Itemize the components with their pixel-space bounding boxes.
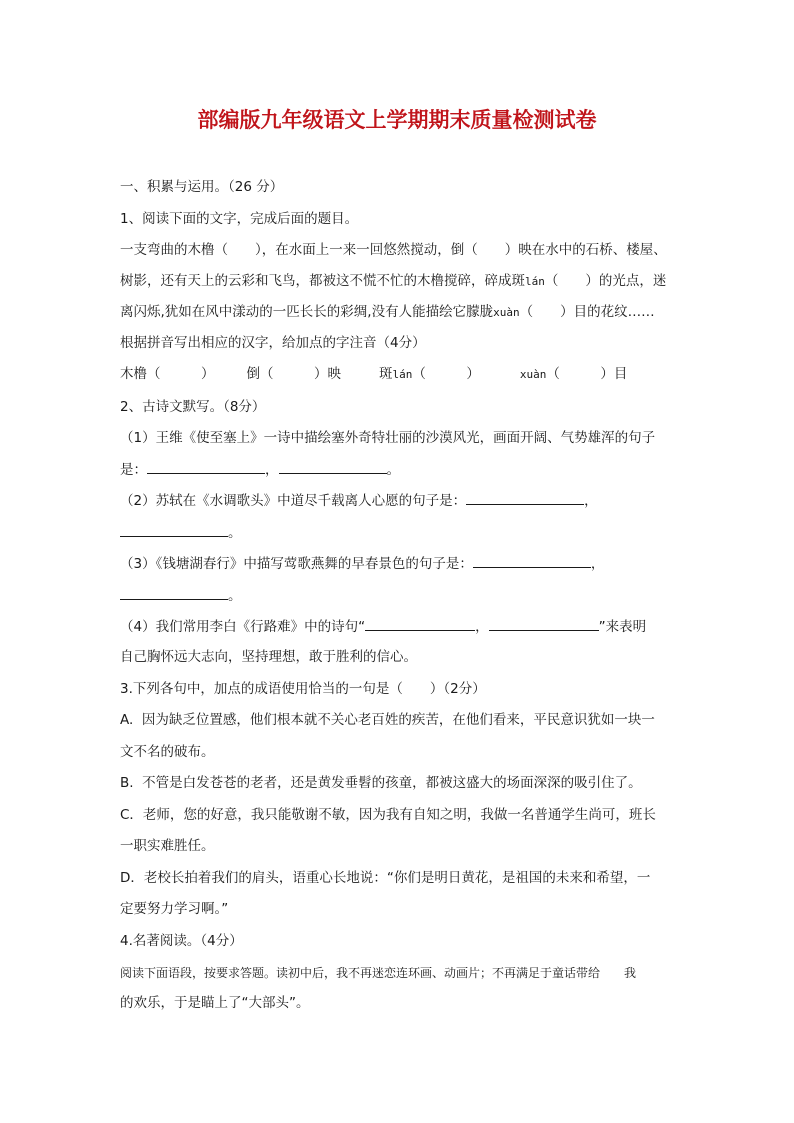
- punctuation: 。: [228, 588, 242, 604]
- option-a-continued: 文不名的破布。: [120, 744, 215, 760]
- question-2-item-3-line-2: [120, 586, 242, 605]
- question-2-item-4-line-2: 自己胸怀远大志向，坚持理想，敢于胜利的信心。: [120, 649, 417, 665]
- item-text: （3）《钱塘湖春行》中描写莺歌燕舞的早春景色的句子是：: [120, 556, 473, 572]
- question-2-item-2: [120, 491, 598, 510]
- punctuation: 。: [386, 462, 400, 478]
- answer-item-d[interactable]: （ ）目: [546, 366, 628, 382]
- pinyin: xuàn: [519, 368, 547, 381]
- question-2-item-2-line-2: [120, 523, 242, 542]
- passage-text: （ ）目的花纹……: [519, 304, 655, 320]
- answer-blank[interactable]: [120, 586, 228, 600]
- pinyin: lán: [525, 275, 545, 288]
- answer-blank[interactable]: [147, 460, 265, 474]
- punctuation: ，: [475, 619, 489, 635]
- answer-blank[interactable]: [279, 460, 387, 474]
- option-c-continued: 一职实难胜任。: [120, 838, 215, 854]
- option-b[interactable]: B. 不管是白发苍苍的老者，还是黄发垂髫的孩童，都被这盛大的场面深深的吸引住了。: [120, 775, 642, 791]
- answer-blank[interactable]: [466, 491, 584, 505]
- pinyin: xuàn: [493, 306, 520, 319]
- answer-item-b[interactable]: 倒（ ）映: [246, 366, 341, 382]
- answer-blank[interactable]: [473, 554, 591, 568]
- answer-blank[interactable]: [120, 523, 228, 537]
- punctuation: ，: [590, 556, 605, 572]
- section-heading: 一、积累与运用。（26 分）: [120, 179, 284, 195]
- question-4-passage-line-2: 的欢乐，于是瞄上了“大部头”。: [120, 995, 310, 1011]
- question-4-heading: 4.名著阅读。（4分）: [120, 933, 243, 949]
- question-1-passage-line-2: [120, 272, 666, 291]
- answer-item-c[interactable]: （ ）: [412, 366, 480, 382]
- punctuation: ，: [265, 462, 279, 478]
- option-d[interactable]: D．老校长拍着我们的肩头，语重心长地说：“你们是明日黄花，是祖国的未来和希望，一: [120, 870, 651, 886]
- question-1-answer-row: [120, 365, 627, 384]
- punctuation: 。: [228, 525, 242, 541]
- question-1-passage-line-1: 一支弯曲的木橹（ ），在水面上一来一回悠然搅动，倒（ ）映在水中的石桥、楼屋、: [120, 242, 667, 258]
- option-a[interactable]: A. 因为缺乏位置感，他们根本就不关心老百姓的疾苦，在他们看来，平民意识犹如一块一: [120, 712, 655, 728]
- item-text: ”来表明: [598, 619, 647, 635]
- question-3-heading: 3.下列各句中，加点的成语使用恰当的一句是（ ）（2分）: [120, 681, 486, 697]
- question-2-item-1-line-1: （1）王维《使至塞上》一诗中描绘塞外奇特壮丽的沙漠风光，画面开阔、气势雄浑的句子: [120, 430, 656, 446]
- page-title: 部编版九年级语文上学期期末质量检测试卷: [197, 107, 597, 132]
- passage-text: （ ）的光点，迷: [544, 273, 667, 289]
- question-2-item-4: [120, 617, 646, 636]
- question-2-item-3: [120, 554, 604, 573]
- answer-item-a[interactable]: 木橹（ ）: [120, 366, 215, 382]
- option-d-continued: 定要努力学习啊。”: [120, 901, 229, 917]
- question-4-passage-line-1: 阅读下面语段，按要求答题。读初中后，我不再迷恋连环画、动画片；不再满足于童话带给 我: [120, 966, 637, 980]
- option-c[interactable]: C．老师，您的好意，我只能敬谢不敏，因为我有自知之明，我做一名普通学生尚可，班长: [120, 807, 656, 823]
- question-1-passage-line-3: [120, 303, 655, 322]
- pinyin: lán: [392, 368, 413, 381]
- question-2-item-1-line-2: [120, 460, 400, 479]
- question-1-instruction: 根据拼音写出相应的汉字，给加点的字注音（4分）: [120, 335, 426, 351]
- punctuation: ，: [584, 493, 598, 509]
- item-text: （2）苏轼在《水调歌头》中道尽千载离人心愿的句子是：: [120, 493, 467, 509]
- answer-blank[interactable]: [489, 617, 599, 631]
- item-text: （4）我们常用李白《行路难》中的诗句“: [120, 619, 366, 635]
- question-2-heading: 2、古诗文默写。（8分）: [120, 399, 266, 415]
- passage-text: 树影，还有天上的云彩和飞鸟，都被这不慌不忙的木橹搅碎，碎成斑: [120, 273, 525, 289]
- answer-blank[interactable]: [365, 617, 475, 631]
- answer-item-c-char: 斑: [379, 366, 393, 382]
- question-1-heading: 1、阅读下面的文字，完成后面的题目。: [120, 211, 359, 227]
- item-text: 是：: [120, 462, 147, 478]
- passage-text: 离闪烁,犹如在风中漾动的一匹长长的彩绸,没有人能描绘它朦胧: [120, 304, 494, 320]
